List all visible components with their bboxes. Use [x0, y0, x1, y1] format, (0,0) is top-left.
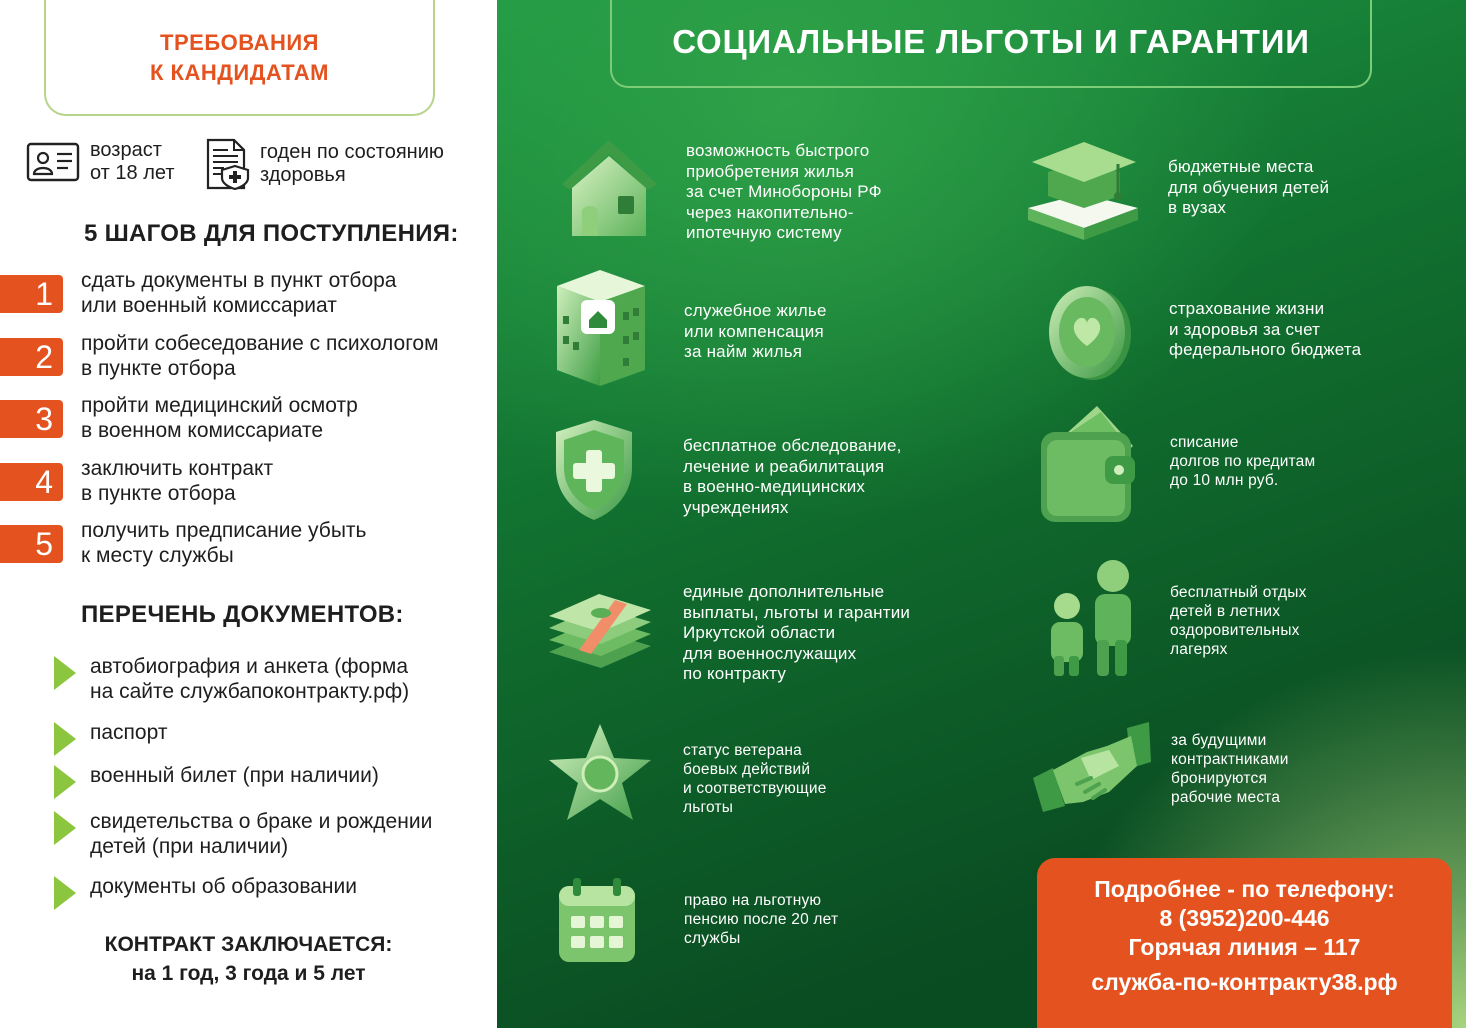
- benefit-debt-writeoff: [1170, 433, 1315, 490]
- benefit-text-line: бесплатное обследование,: [683, 436, 902, 455]
- benefit-text-line: лагерях: [1170, 641, 1228, 658]
- requirements-title-line-1: ТРЕБОВАНИЯ: [160, 30, 319, 55]
- house-icon: [552, 132, 667, 244]
- triangle-arrow-icon: [54, 876, 76, 910]
- steps-heading: 5 ШАГОВ ДЛЯ ПОСТУПЛЕНИЯ:: [84, 220, 459, 247]
- step-text-line: в пункте отбора: [81, 357, 236, 380]
- benefit-text-line: Иркутской области: [683, 623, 836, 642]
- step-2: [0, 331, 497, 381]
- step-text-line: пройти медицинский осмотр: [81, 394, 358, 417]
- benefit-text-line: для военнослужащих: [683, 643, 857, 663]
- document-text-line: детей (при наличии): [90, 835, 289, 858]
- contact-hotline[interactable]: Горячая линия – 117: [1128, 934, 1361, 960]
- contract-terms: [0, 930, 497, 988]
- step-5: [0, 518, 497, 568]
- requirements-panel: [0, 0, 497, 1028]
- step-4: [0, 456, 497, 506]
- step-text-line: пройти собеседование с психологом: [81, 332, 439, 355]
- benefit-text-line: детей в летних: [1170, 603, 1281, 620]
- step-text-line: сдать документы в пункт отбора: [81, 269, 397, 292]
- step-text-line: или военный комиссариат: [81, 294, 337, 317]
- benefit-text-line: для обучения детей: [1168, 177, 1330, 197]
- triangle-arrow-icon: [54, 656, 76, 690]
- document-text-line: паспорт: [90, 721, 168, 744]
- benefit-text-line: до 10 млн руб.: [1170, 472, 1279, 489]
- document-text-line: военный билет (при наличии): [90, 764, 379, 787]
- wallet-icon: [1037, 402, 1137, 526]
- benefit-text-line: бесплатный отдых: [1170, 584, 1307, 601]
- benefit-text-line: по контракту: [683, 664, 787, 683]
- benefit-text-line: единые дополнительные: [683, 582, 885, 601]
- benefit-text-line: через накопительно-: [686, 202, 854, 222]
- building-icon: [545, 266, 655, 390]
- id-card-icon: [26, 138, 80, 186]
- benefit-text-line: ипотечную систему: [686, 223, 842, 242]
- contact-box: [1037, 858, 1452, 1028]
- benefit-text-line: долгов по кредитам: [1170, 453, 1316, 470]
- benefit-text-line: и соответствующие: [683, 780, 827, 797]
- benefit-text-line: служебное жилье: [684, 301, 827, 320]
- requirements-title-box: [44, 0, 435, 116]
- benefit-text-line: списание: [1170, 434, 1239, 451]
- step-text-line: в военном комиссариате: [81, 419, 324, 442]
- benefit-text-line: боевых действий: [683, 761, 811, 778]
- benefit-veteran-status: [683, 741, 827, 817]
- benefits-title-box: [610, 0, 1372, 88]
- benefits-title: СОЦИАЛЬНЫЕ ЛЬГОТЫ И ГАРАНТИИ: [672, 23, 1310, 60]
- contract-durations: на 1 год, 3 года и 5 лет: [131, 962, 366, 985]
- step-number: 2: [0, 338, 63, 376]
- step-text-line: в пункте отбора: [81, 482, 236, 505]
- document-text-line: автобиография и анкета (форма: [90, 655, 408, 678]
- family-icon: [1045, 556, 1135, 680]
- benefit-text-line: статус ветерана: [683, 742, 802, 759]
- benefit-text-line: в вузах: [1168, 198, 1227, 217]
- benefit-text-line: бронируются: [1171, 770, 1268, 787]
- benefit-text-line: или компенсация: [684, 321, 824, 341]
- calendar-icon: [555, 874, 639, 966]
- step-number: 1: [0, 275, 63, 313]
- benefit-university-places: [1168, 157, 1329, 219]
- benefit-text-line: приобретения жилья: [686, 161, 855, 181]
- contact-phone[interactable]: 8 (3952)200-446: [1159, 905, 1330, 931]
- benefit-text-line: за счет Минобороны РФ: [686, 182, 882, 201]
- step-1: [0, 268, 497, 318]
- heart-coin-icon: [1045, 282, 1135, 382]
- star-icon: [545, 722, 655, 826]
- contract-heading: КОНТРАКТ ЗАКЛЮЧАЕТСЯ:: [104, 933, 393, 956]
- handshake-icon: [1031, 722, 1153, 812]
- medical-document-icon: [204, 138, 250, 190]
- benefit-text-line: в военно-медицинских: [683, 477, 866, 496]
- condition-health-line-2: здоровья: [260, 164, 346, 186]
- benefit-text-line: контрактниками: [1171, 751, 1289, 768]
- triangle-arrow-icon: [54, 765, 76, 799]
- benefit-text-line: лечение и реабилитация: [683, 456, 885, 476]
- benefit-pension: [684, 891, 838, 948]
- benefit-text-line: за будущими: [1171, 732, 1267, 749]
- benefit-text-line: страхование жизни: [1169, 299, 1325, 318]
- benefit-text-line: за найм жилья: [684, 342, 803, 361]
- benefits-panel: [497, 0, 1466, 1028]
- documents-heading: ПЕРЕЧЕНЬ ДОКУМЕНТОВ:: [81, 601, 404, 628]
- benefit-text-line: выплаты, льготы и гарантии: [683, 602, 911, 622]
- benefit-text-line: федерального бюджета: [1169, 340, 1362, 359]
- benefit-text-line: бюджетные места: [1168, 157, 1314, 176]
- benefit-service-housing: [684, 301, 827, 363]
- contact-website-link[interactable]: служба-по-контракту38.рф: [1091, 969, 1398, 995]
- benefit-reserved-jobs: [1171, 731, 1289, 807]
- benefit-children-camps: [1170, 583, 1307, 659]
- contact-line-more-info: Подробнее - по телефону:: [1094, 876, 1395, 902]
- benefit-insurance: [1169, 299, 1361, 361]
- benefit-text-line: рабочие места: [1171, 789, 1281, 806]
- benefit-medical: [683, 436, 902, 518]
- step-text-line: заключить контракт: [81, 457, 274, 480]
- benefit-text-line: пенсию после 20 лет: [684, 911, 839, 928]
- step-number: 4: [0, 463, 63, 501]
- step-3: [0, 393, 497, 443]
- benefit-text-line: учреждениях: [683, 497, 789, 517]
- benefit-text-line: льготы: [683, 799, 734, 816]
- condition-health-line-1: годен по состоянию: [260, 141, 444, 163]
- document-text-line: документы об образовании: [90, 875, 357, 898]
- benefit-text-line: службы: [684, 930, 741, 947]
- step-number: 5: [0, 525, 63, 563]
- condition-age-line-2: от 18 лет: [90, 162, 175, 184]
- triangle-arrow-icon: [54, 722, 76, 756]
- condition-age-line-1: возраст: [90, 139, 162, 161]
- document-text-line: на сайте службапоконтракту.рф): [90, 680, 410, 703]
- money-stack-icon: [545, 590, 655, 674]
- requirements-title-line-2: К КАНДИДАТАМ: [150, 60, 329, 85]
- medical-shield-icon: [552, 416, 637, 524]
- benefit-text-line: право на льготную: [684, 892, 822, 909]
- condition-health: [204, 138, 444, 190]
- benefit-housing-mortgage: [686, 141, 882, 244]
- benefit-regional-payments: [683, 582, 910, 685]
- document-text-line: свидетельства о браке и рождении: [90, 810, 433, 833]
- condition-age: [26, 138, 175, 186]
- benefit-text-line: и здоровья за счет: [1169, 319, 1321, 339]
- step-text-line: получить предписание убыть: [81, 519, 367, 542]
- benefit-text-line: оздоровительных: [1170, 622, 1300, 639]
- triangle-arrow-icon: [54, 811, 76, 845]
- step-text-line: к месту службы: [81, 544, 234, 567]
- step-number: 3: [0, 400, 63, 438]
- graduation-cap-icon: [1022, 132, 1144, 246]
- benefit-text-line: возможность быстрого: [686, 141, 870, 160]
